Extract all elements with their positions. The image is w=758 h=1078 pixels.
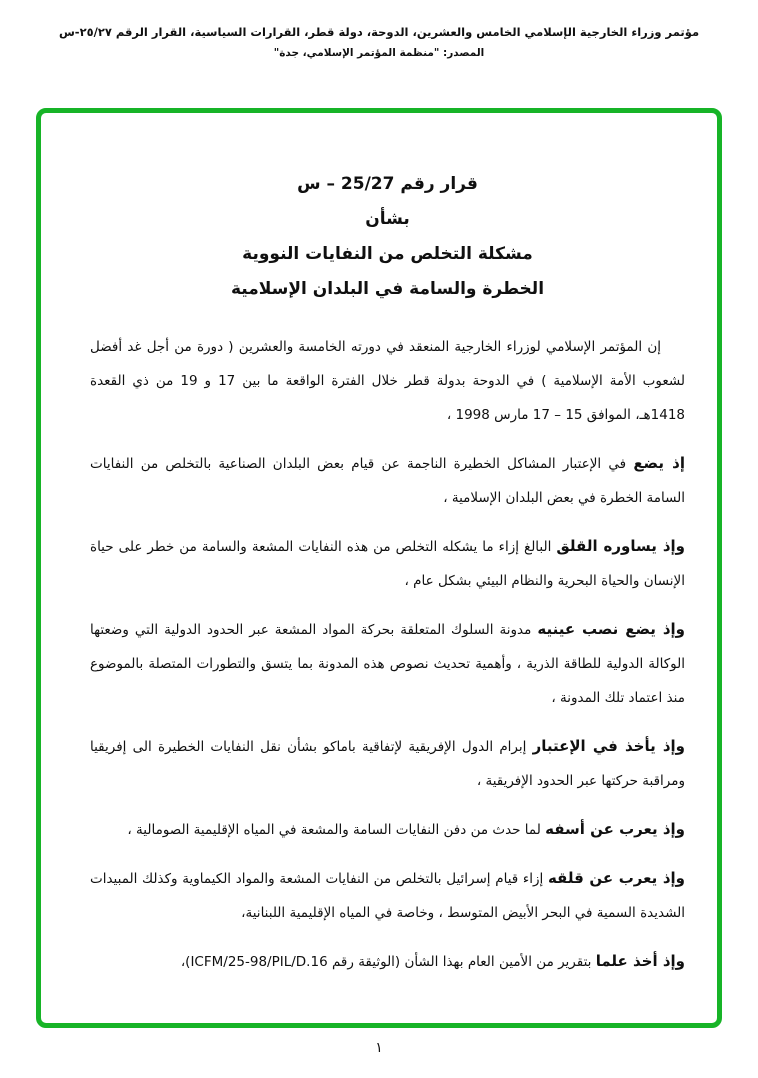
header-conference-line: مؤتمر وزراء الخارجية الإسلامي الخامس والعشرين، الدوحة، دولة قطر، القرارات السياسية، القرار الرقم ٢٥/٢٧-س (58, 25, 700, 39)
resolution-body (41, 113, 717, 1023)
green-border-frame (36, 108, 722, 1028)
paragraph-lead: وإذ أخذ علما (595, 952, 685, 970)
header-source-line: المصدر: "منظمة المؤتمر الإسلامي، جدة" (273, 47, 485, 59)
resolution-title (90, 167, 685, 307)
resolution-regarding-line: بشأن (365, 209, 410, 229)
resolution-subject-line-2: الخطرة والسامة في البلدان الإسلامية (230, 279, 545, 299)
paragraph-lead: وإذ يأخذ في الإعتبار (532, 737, 686, 755)
paragraph-text: إن المؤتمر الإسلامي لوزراء الخارجية المنعقد في دورته الخامسة والعشرين ( دورة من أجل غد أفضل لشعوب الأمة الإسلامية ) في الدوحة بدولة قطر خلال الفترة الواقعة ما بين 17 و 19 من ذي القعدة 1418هـ، الموافق 15 – 17 مارس 1998 ، (90, 339, 686, 423)
paragraph-expressing-regret (90, 812, 685, 847)
paragraph-text: إبرام الدول الإفريقية لإتفاقية باماكو بشأن نقل النفايات الخطيرة الى إفريقيا ومراقبة حركتها عبر الحدود الإفريقية ، (90, 739, 685, 789)
paragraph-expressing-concern (90, 861, 685, 930)
page-number: ١ (375, 1040, 383, 1056)
paragraph-text: لما حدث من دفن النفايات السامة والمشعة في المياه الإقليمية الصومالية ، (127, 822, 546, 838)
resolution-paragraphs (90, 329, 685, 979)
paragraph-taking-into-account (90, 729, 685, 798)
paragraph-text: البالغ إزاء ما يشكله التخلص من هذه النفايات المشعة والسامة من خطر على حياة الإنسان والحياة البحرية والنظام البيئي بشكل عام ، (90, 539, 685, 589)
paragraph-text: في الإعتبار المشاكل الخطيرة الناجمة عن قيام بعض البلدان الصناعية بالتخلص من النفايات السامة الخطرة في بعض البلدان الإسلامية ، (90, 456, 685, 506)
paragraph-text: إزاء قيام إسرائيل بالتخلص من النفايات المشعة والمواد الكيماوية وكذلك المبيدات الشديدة السمية في البحر الأبيض المتوسط ، وخاصة في المياه الإقليمية اللبنانية، (90, 871, 685, 921)
paragraph-lead: وإذ يساوره القلق (556, 537, 685, 555)
resolution-subject-line-1: مشكلة التخلص من النفايات النووية (242, 244, 533, 264)
paragraph-taking-note (90, 944, 685, 979)
paragraph-lead: وإذ يعرب عن قلقه (547, 869, 685, 887)
resolution-number-line: قرار رقم 25/27 – س (297, 174, 478, 194)
paragraph-text: مدونة السلوك المتعلقة بحركة المواد المشعة عبر الحدود الدولية التي وضعتها الوكالة الدولية للطاقة الذرية ، وأهمية تحديث نصوص هذه المدونة بما يتسق والتطورات المتصلة بالموضوع منذ اعتماد تلك المدونة ، (90, 622, 685, 706)
paragraph-text: بتقرير من الأمين العام بهذا الشأن (الوثيقة رقم ICFM/25-98/PIL/D.16)، (180, 954, 596, 970)
paragraph-lead: وإذ يعرب عن أسفه (545, 820, 685, 838)
paragraph-deeply-concerned (90, 529, 685, 598)
paragraph-bearing-in-mind (90, 612, 685, 715)
paragraph-preamble (90, 329, 685, 432)
paragraph-considering (90, 446, 685, 515)
paragraph-lead: إذ يضع (633, 454, 685, 472)
document-header (0, 25, 758, 59)
paragraph-lead: وإذ يضع نصب عينيه (537, 620, 685, 638)
